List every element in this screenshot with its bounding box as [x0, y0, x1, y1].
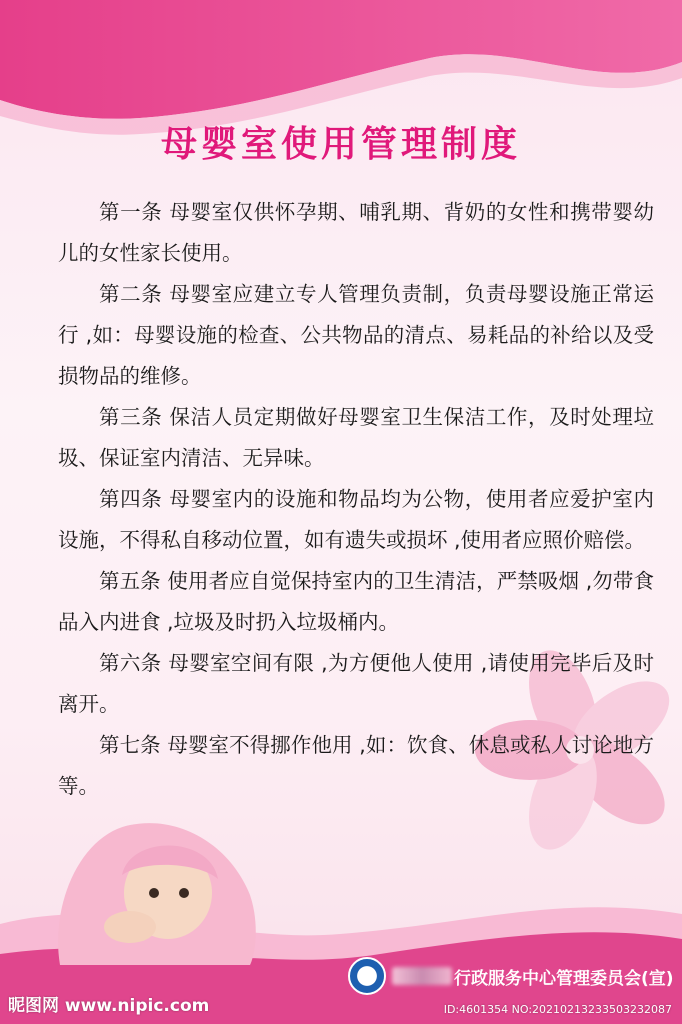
- rule-3: 第三条 保洁人员定期做好母婴室卫生保洁工作，及时处理垃圾、保证室内清洁、无异味。: [58, 405, 654, 470]
- rules-list: [58, 192, 654, 807]
- page-title: 母婴室使用管理制度: [160, 124, 521, 165]
- footer-organization: [348, 958, 674, 994]
- organization-suffix: (宣): [641, 968, 674, 989]
- rule-1: 第一条 母婴室仅供怀孕期、哺乳期、背奶的女性和携带婴幼儿的女性家长使用。: [58, 200, 654, 265]
- rule-4: 第四条 母婴室内的设施和物品均为公物，使用者应爱护室内设施，不得私自移动位置，如有遗失或损坏 ,使用者应照价赔偿。: [58, 487, 654, 552]
- rule-7: 第七条 母婴室不得挪作他用 ,如：饮食、休息或私人讨论地方等。: [58, 733, 654, 798]
- rule-5: 第五条 使用者应自觉保持室内的卫生清洁，严禁吸烟 ,勿带食品入内进食 ,垃圾及时扔入垃圾桶内。: [58, 569, 654, 634]
- rule-2: 第二条 母婴室应建立专人管理负责制，负责母婴设施正常运行 ,如：母婴设施的检查、公共物品的清点、易耗品的补给以及受损物品的维修。: [58, 282, 654, 388]
- organization-name: 行政服务中心管理委员会: [454, 968, 641, 989]
- emblem-icon: [348, 957, 386, 995]
- id-watermark: ID:4601354 NO:20210213233503232087: [443, 1003, 672, 1016]
- baby-illustration: [50, 815, 270, 965]
- blurred-region-name: [392, 967, 452, 985]
- site-watermark: 昵图网 www.nipic.com: [8, 996, 210, 1016]
- rule-6: 第六条 母婴室空间有限 ,为方便他人使用 ,请使用完毕后及时离开。: [58, 651, 654, 716]
